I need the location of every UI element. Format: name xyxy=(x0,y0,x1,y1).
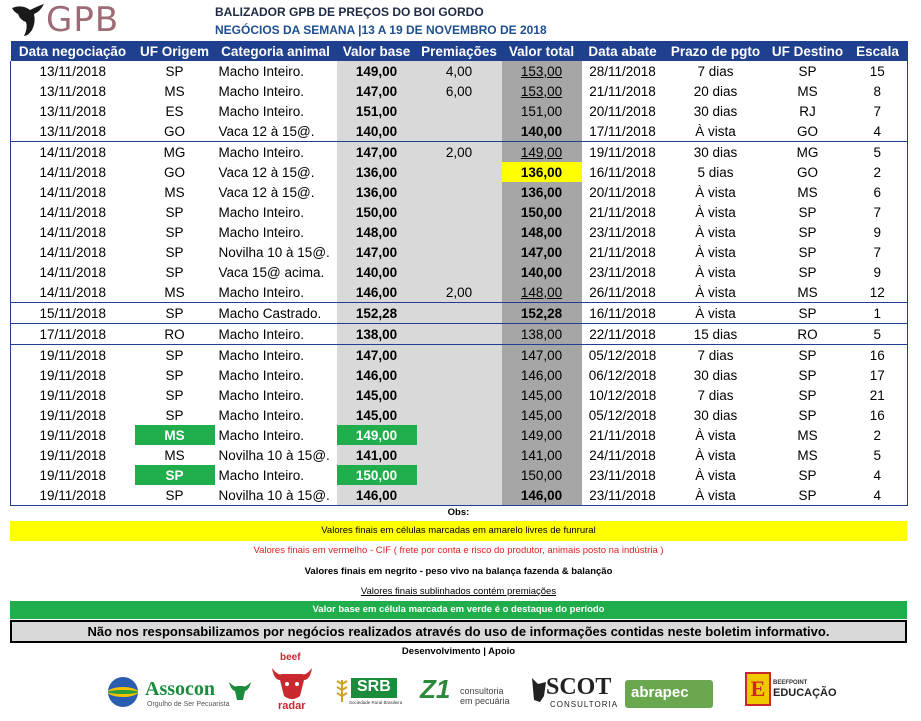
cell-valor-base: 146,00 xyxy=(337,282,417,303)
scot-tagline: CONSULTORIA xyxy=(550,700,619,709)
cell-uf-destino: RO xyxy=(768,324,848,345)
cell-escala: 4 xyxy=(873,467,881,483)
table-row xyxy=(11,202,908,222)
cell-uf-origem: MS xyxy=(135,425,215,445)
cell-valor-base: 147,00 xyxy=(337,345,417,366)
assocon-logo xyxy=(105,660,255,716)
cell-valor-base: 151,00 xyxy=(337,101,417,121)
cell-escala: 4 xyxy=(873,487,881,503)
cell-premiacoes xyxy=(417,405,502,425)
cell-valor-base: 138,00 xyxy=(337,324,417,345)
cell-escala: 9 xyxy=(873,224,881,240)
cell-valor-total: 153,00 xyxy=(502,61,582,81)
cell-uf-origem: MS xyxy=(164,83,185,99)
cow-head-icon xyxy=(270,662,314,702)
cell-prazo-pgto: 7 dias xyxy=(664,345,768,366)
table-header xyxy=(11,41,908,61)
cell-uf-destino: SP xyxy=(798,63,817,79)
logo-text: GPB xyxy=(46,0,120,40)
cell-data-abate: 17/11/2018 xyxy=(589,123,656,139)
cell-valor-base: 145,00 xyxy=(337,405,417,425)
cell-data-negociacao: 15/11/2018 xyxy=(11,303,135,324)
table-row xyxy=(11,162,908,182)
col-categoria-animal-header: Categoria animal xyxy=(215,41,337,61)
cell-valor-total: 145,00 xyxy=(502,385,582,405)
table-row xyxy=(11,365,908,385)
cell-data-abate: 24/11/2018 xyxy=(589,447,656,463)
cell-data-abate: 28/11/2018 xyxy=(589,63,656,79)
cell-uf-destino: MS xyxy=(797,83,818,99)
cell-data-negociacao: 14/11/2018 xyxy=(39,264,107,280)
cell-categoria: Macho Inteiro. xyxy=(218,224,305,240)
cell-escala: 17 xyxy=(869,367,885,383)
cell-valor-total: 148,00 xyxy=(502,282,582,303)
cell-valor-base: 150,00 xyxy=(337,465,417,485)
cell-uf-origem: RO xyxy=(135,324,215,345)
table-row xyxy=(11,405,908,425)
cell-valor-base: 148,00 xyxy=(337,222,417,242)
cell-uf-origem: SP xyxy=(165,264,184,280)
cell-data-negociacao: 17/11/2018 xyxy=(11,324,135,345)
cell-escala: 21 xyxy=(869,387,885,403)
beef-text: beef xyxy=(280,652,301,663)
cell-premiacoes xyxy=(417,182,502,202)
cell-prazo-pgto: À vista xyxy=(695,447,736,463)
bird-icon xyxy=(10,2,46,38)
z1-logo xyxy=(420,660,515,716)
cell-escala: 2 xyxy=(873,427,881,443)
cell-categoria: Macho Inteiro. xyxy=(218,407,305,423)
cell-prazo-pgto: À vista xyxy=(695,487,736,503)
cell-escala: 7 xyxy=(873,103,881,119)
cell-categoria: Macho Inteiro. xyxy=(218,367,305,383)
table-row xyxy=(11,61,908,81)
cell-premiacoes xyxy=(417,262,502,282)
cell-uf-destino: RJ xyxy=(799,103,816,119)
cell-prazo-pgto: À vista xyxy=(695,224,736,240)
assocon-tagline: Orgulho de Ser Pecuarista xyxy=(147,701,230,708)
z1-mark: Z1 xyxy=(420,674,451,704)
cell-valor-base: 136,00 xyxy=(337,182,417,202)
cell-premiacoes xyxy=(417,242,502,262)
cell-uf-destino: MG xyxy=(768,142,848,163)
cell-valor-total: 153,00 xyxy=(502,81,582,101)
cell-uf-destino: SP xyxy=(798,367,817,383)
cell-uf-origem: SP xyxy=(165,244,184,260)
col-uf-origem-header: UF Origem xyxy=(135,41,215,61)
cell-valor-base: 145,00 xyxy=(337,385,417,405)
cell-uf-origem: GO xyxy=(163,164,185,180)
educacao-text: EDUCAÇÃO xyxy=(773,687,837,699)
cell-valor-total: 136,00 xyxy=(502,162,582,182)
cell-premiacoes xyxy=(417,465,502,485)
cell-uf-destino: MS xyxy=(797,184,818,200)
beefpoint-text: BEEFPOINT xyxy=(773,680,808,686)
cell-valor-total: 150,00 xyxy=(502,465,582,485)
document-subtitle: NEGÓCIOS DA SEMANA |13 A 19 DE NOVEMBRO DE 2018 xyxy=(215,23,547,37)
cell-data-negociacao: 19/11/2018 xyxy=(39,367,107,383)
cell-categoria: Novilha 10 à 15@. xyxy=(218,447,330,463)
cell-data-abate: 19/11/2018 xyxy=(582,142,664,163)
cell-premiacoes xyxy=(417,324,502,345)
cell-premiacoes: 4,00 xyxy=(417,61,502,81)
cell-uf-origem: SP xyxy=(135,465,215,485)
col-uf-destino-header: UF Destino xyxy=(768,41,848,61)
cell-categoria: Novilha 10 à 15@. xyxy=(218,487,330,503)
cell-valor-total: 145,00 xyxy=(502,405,582,425)
cell-categoria: Macho Inteiro. xyxy=(215,345,337,366)
gpb-logo xyxy=(10,2,200,40)
cell-uf-origem: SP xyxy=(165,367,184,383)
cell-uf-origem: SP xyxy=(135,303,215,324)
prices-table xyxy=(10,41,908,506)
cell-valor-total: 149,00 xyxy=(502,142,582,163)
cell-prazo-pgto: 7 dias xyxy=(697,63,734,79)
note-red: Valores finais em vermelho - CIF ( frete por conta e risco do produtor, animais posto na indústria ) xyxy=(253,545,664,556)
scot-logo xyxy=(530,660,619,716)
cell-escala: 12 xyxy=(869,284,885,300)
cell-premiacoes xyxy=(417,202,502,222)
cell-valor-base: 152,28 xyxy=(337,303,417,324)
cell-uf-origem: MS xyxy=(164,447,185,463)
cell-valor-total: 151,00 xyxy=(502,101,582,121)
cell-valor-total: 141,00 xyxy=(502,445,582,465)
cell-uf-origem: MS xyxy=(164,284,185,300)
table-row xyxy=(11,262,908,282)
cell-data-negociacao: 19/11/2018 xyxy=(39,427,107,443)
cell-data-abate: 16/11/2018 xyxy=(589,164,656,180)
wheat-icon xyxy=(335,676,349,702)
cell-data-negociacao: 19/11/2018 xyxy=(39,407,107,423)
cell-premiacoes xyxy=(417,445,502,465)
cell-data-abate: 23/11/2018 xyxy=(589,467,656,483)
cell-categoria: Macho Inteiro. xyxy=(215,142,337,163)
cell-escala: 2 xyxy=(873,164,881,180)
cell-categoria: Macho Inteiro. xyxy=(218,103,305,119)
note-underline: Valores finais sublinhados contém premiações xyxy=(360,586,557,597)
cell-premiacoes xyxy=(417,485,502,506)
col-premiacoes-header: Premiações xyxy=(417,41,502,61)
cell-categoria: Macho Inteiro. xyxy=(215,324,337,345)
cell-uf-origem: SP xyxy=(165,204,184,220)
cell-valor-total: 149,00 xyxy=(502,425,582,445)
srb-logo xyxy=(335,660,405,716)
z1-tagline-2: em pecuária xyxy=(460,696,510,706)
beefpoint-educacao-logo xyxy=(745,660,835,716)
cell-premiacoes xyxy=(417,303,502,324)
cell-uf-origem: GO xyxy=(163,123,185,139)
cell-uf-origem: MG xyxy=(135,142,215,163)
cell-categoria: Macho Inteiro. xyxy=(218,467,305,483)
cell-uf-origem: SP xyxy=(165,224,184,240)
cell-valor-base: 140,00 xyxy=(337,262,417,282)
cell-categoria: Macho Inteiro. xyxy=(218,63,305,79)
cell-categoria: Macho Castrado. xyxy=(215,303,337,324)
table-row xyxy=(11,385,908,405)
e-mark: E xyxy=(745,672,771,706)
cell-valor-total: 138,00 xyxy=(502,324,582,345)
cell-prazo-pgto: 15 dias xyxy=(664,324,768,345)
cell-escala: 16 xyxy=(869,407,885,423)
assocon-name: Assocon xyxy=(145,678,216,700)
globe-icon xyxy=(105,674,141,710)
obs-label: Obs: xyxy=(447,507,470,518)
col-escala-header: Escala xyxy=(848,41,908,61)
table-row xyxy=(11,101,908,121)
cell-categoria: Macho Inteiro. xyxy=(218,427,305,443)
cell-prazo-pgto: 7 dias xyxy=(697,387,734,403)
cell-valor-base: 149,00 xyxy=(337,61,417,81)
scot-text: SCOT xyxy=(546,674,612,700)
cell-data-abate: 22/11/2018 xyxy=(582,324,664,345)
cell-valor-base: 136,00 xyxy=(337,162,417,182)
table-row xyxy=(11,142,908,163)
table-row xyxy=(11,303,908,324)
cell-data-abate: 23/11/2018 xyxy=(589,224,656,240)
cell-data-abate: 21/11/2018 xyxy=(589,204,656,220)
cell-uf-destino: SP xyxy=(798,467,817,483)
cell-uf-destino: SP xyxy=(798,224,817,240)
cell-valor-total: 140,00 xyxy=(502,121,582,142)
col-valor-base-header: Valor base xyxy=(337,41,417,61)
cell-uf-destino: SP xyxy=(768,303,848,324)
cell-data-negociacao: 13/11/2018 xyxy=(39,63,107,79)
cell-categoria: Vaca 15@ acima. xyxy=(218,264,325,280)
cell-valor-total: 146,00 xyxy=(502,365,582,385)
cell-categoria: Vaca 12 à 15@. xyxy=(218,184,315,200)
cell-uf-destino: GO xyxy=(796,123,818,139)
note-green: Valor base em célula marcada em verde é o destaque do período xyxy=(10,601,907,619)
cell-premiacoes xyxy=(417,222,502,242)
cell-valor-total: 146,00 xyxy=(502,485,582,506)
cell-prazo-pgto: 30 dias xyxy=(693,407,738,423)
cell-prazo-pgto: À vista xyxy=(664,303,768,324)
cell-data-abate: 21/11/2018 xyxy=(589,83,656,99)
col-data-abate-header: Data abate xyxy=(582,41,664,61)
cell-data-abate: 05/12/2018 xyxy=(588,407,657,423)
cell-prazo-pgto: À vista xyxy=(695,184,736,200)
cell-data-negociacao: 19/11/2018 xyxy=(39,467,107,483)
cell-prazo-pgto: À vista xyxy=(695,467,736,483)
table-row xyxy=(11,485,908,506)
cell-uf-destino: SP xyxy=(798,204,817,220)
bull-head-icon xyxy=(227,678,253,704)
cell-categoria: Novilha 10 à 15@. xyxy=(218,244,330,260)
cell-data-negociacao: 13/11/2018 xyxy=(39,123,107,139)
cell-premiacoes xyxy=(417,162,502,182)
cell-premiacoes xyxy=(417,345,502,366)
cell-categoria: Macho Inteiro. xyxy=(218,204,305,220)
cell-uf-destino: SP xyxy=(798,407,817,423)
cell-uf-destino: SP xyxy=(768,345,848,366)
cell-data-negociacao: 14/11/2018 xyxy=(39,284,107,300)
cell-escala: 5 xyxy=(848,324,908,345)
cell-data-abate: 26/11/2018 xyxy=(589,284,656,300)
cell-premiacoes xyxy=(417,425,502,445)
cell-premiacoes xyxy=(417,121,502,142)
cell-prazo-pgto: 20 dias xyxy=(693,83,738,99)
cell-uf-origem: SP xyxy=(165,387,184,403)
cell-categoria: Macho Inteiro. xyxy=(218,83,305,99)
cell-uf-destino: SP xyxy=(798,244,817,260)
cell-data-negociacao: 14/11/2018 xyxy=(39,224,107,240)
table-body xyxy=(11,61,908,506)
cell-data-negociacao: 14/11/2018 xyxy=(39,184,107,200)
note-bold: Valores finais em negrito - peso vivo na balança fazenda & balanção xyxy=(304,566,613,577)
cell-data-abate: 20/11/2018 xyxy=(589,184,656,200)
radar-text: radar xyxy=(278,700,306,712)
cell-data-abate: 10/12/2018 xyxy=(588,387,657,403)
cell-premiacoes: 2,00 xyxy=(417,142,502,163)
cell-valor-total: 147,00 xyxy=(502,242,582,262)
cell-valor-base: 147,00 xyxy=(337,81,417,101)
abrapec-logo xyxy=(625,660,715,716)
cell-escala: 1 xyxy=(848,303,908,324)
cell-uf-destino: SP xyxy=(798,264,817,280)
cell-valor-base: 150,00 xyxy=(337,202,417,222)
cell-escala: 6 xyxy=(873,184,881,200)
cell-data-abate: 23/11/2018 xyxy=(589,264,656,280)
note-yellow: Valores finais em células marcadas em amarelo livres de funrural xyxy=(10,521,907,541)
cell-valor-base: 140,00 xyxy=(337,121,417,142)
cell-prazo-pgto: 30 dias xyxy=(664,142,768,163)
cell-data-abate: 23/11/2018 xyxy=(589,487,656,503)
cell-categoria: Vaca 12 à 15@. xyxy=(218,164,315,180)
cell-escala: 4 xyxy=(873,123,881,139)
cell-uf-origem: MS xyxy=(164,184,185,200)
cell-escala: 15 xyxy=(869,63,885,79)
cell-uf-destino: MS xyxy=(797,284,818,300)
srb-text: SRB xyxy=(357,678,391,695)
cell-data-negociacao: 13/11/2018 xyxy=(39,103,107,119)
cell-escala: 9 xyxy=(873,264,881,280)
cell-escala: 5 xyxy=(873,447,881,463)
col-valor-total-header: Valor total xyxy=(502,41,582,61)
cell-data-negociacao: 19/11/2018 xyxy=(11,345,135,366)
cell-data-negociacao: 14/11/2018 xyxy=(39,164,107,180)
cell-valor-total: 140,00 xyxy=(502,262,582,282)
cell-data-abate: 21/11/2018 xyxy=(589,427,656,443)
cell-prazo-pgto: 30 dias xyxy=(693,103,738,119)
beef-radar-logo xyxy=(268,652,318,716)
cell-uf-destino: GO xyxy=(796,164,818,180)
cell-uf-destino: MS xyxy=(797,447,818,463)
cell-valor-total: 148,00 xyxy=(502,222,582,242)
cell-prazo-pgto: À vista xyxy=(695,427,736,443)
cell-uf-origem: ES xyxy=(165,103,184,119)
cell-prazo-pgto: 5 dias xyxy=(697,164,734,180)
cell-prazo-pgto: À vista xyxy=(695,244,736,260)
cell-valor-base: 147,00 xyxy=(337,142,417,163)
cell-prazo-pgto: À vista xyxy=(695,284,736,300)
abrapec-text: abrapec xyxy=(631,684,689,701)
cell-uf-origem: SP xyxy=(165,63,184,79)
cell-prazo-pgto: À vista xyxy=(695,204,736,220)
cell-categoria: Macho Inteiro. xyxy=(218,387,305,403)
disclaimer: Não nos responsabilizamos por negócios realizados através do uso de informações contidas neste boletim informativo. xyxy=(10,620,907,643)
table-row xyxy=(11,121,908,142)
cell-data-negociacao: 14/11/2018 xyxy=(11,142,135,163)
cell-data-abate: 05/12/2018 xyxy=(582,345,664,366)
cell-valor-base: 149,00 xyxy=(337,425,417,445)
cell-valor-base: 146,00 xyxy=(337,365,417,385)
cell-data-negociacao: 19/11/2018 xyxy=(39,487,107,503)
cell-valor-total: 147,00 xyxy=(502,345,582,366)
development-support-label: Desenvolvimento | Apoio xyxy=(401,646,516,657)
cell-escala: 7 xyxy=(873,204,881,220)
table-row xyxy=(11,425,908,445)
col-prazo-pgto-header: Prazo de pgto xyxy=(664,41,768,61)
document-title: BALIZADOR GPB DE PREÇOS DO BOI GORDO xyxy=(215,5,484,19)
cell-valor-total: 152,28 xyxy=(502,303,582,324)
cell-prazo-pgto: À vista xyxy=(695,264,736,280)
cell-valor-base: 146,00 xyxy=(337,485,417,506)
cell-data-negociacao: 19/11/2018 xyxy=(39,447,107,463)
cell-premiacoes xyxy=(417,101,502,121)
cell-valor-base: 147,00 xyxy=(337,242,417,262)
cell-data-negociacao: 19/11/2018 xyxy=(39,387,107,403)
cell-data-negociacao: 14/11/2018 xyxy=(39,244,107,260)
cell-escala: 5 xyxy=(848,142,908,163)
table-row xyxy=(11,324,908,345)
srb-tagline: Sociedade Rural Brasileira xyxy=(349,700,403,705)
cell-prazo-pgto: À vista xyxy=(695,123,736,139)
table-row xyxy=(11,222,908,242)
cell-escala: 16 xyxy=(848,345,908,366)
table-row xyxy=(11,445,908,465)
cell-valor-total: 150,00 xyxy=(502,202,582,222)
table-row xyxy=(11,465,908,485)
cell-data-abate: 21/11/2018 xyxy=(589,244,656,260)
cell-uf-origem: SP xyxy=(135,345,215,366)
cell-categoria: Vaca 12 à 15@. xyxy=(218,123,315,139)
cell-categoria: Macho Inteiro. xyxy=(218,284,305,300)
cell-uf-destino: MS xyxy=(797,427,818,443)
cell-escala: 7 xyxy=(873,244,881,260)
cell-uf-destino: SP xyxy=(798,387,817,403)
cell-premiacoes: 6,00 xyxy=(417,81,502,101)
cell-prazo-pgto: 30 dias xyxy=(693,367,738,383)
cell-valor-base: 141,00 xyxy=(337,445,417,465)
cell-premiacoes: 2,00 xyxy=(417,282,502,303)
cell-data-abate: 20/11/2018 xyxy=(589,103,656,119)
table-row xyxy=(11,182,908,202)
table-row xyxy=(11,81,908,101)
z1-tagline-1: consultoria xyxy=(460,686,504,696)
col-data-negociacao-header: Data negociação xyxy=(11,41,135,61)
cell-uf-origem: SP xyxy=(165,487,184,503)
table-row xyxy=(11,282,908,303)
cell-uf-origem: SP xyxy=(165,407,184,423)
cell-uf-destino: SP xyxy=(798,487,817,503)
cell-data-abate: 16/11/2018 xyxy=(582,303,664,324)
cell-premiacoes xyxy=(417,365,502,385)
table-row xyxy=(11,242,908,262)
cell-premiacoes xyxy=(417,385,502,405)
cell-valor-total: 136,00 xyxy=(502,182,582,202)
table-row xyxy=(11,345,908,366)
cell-escala: 8 xyxy=(873,83,881,99)
cell-data-negociacao: 14/11/2018 xyxy=(39,204,107,220)
cell-data-negociacao: 13/11/2018 xyxy=(39,83,107,99)
cell-data-abate: 06/12/2018 xyxy=(588,367,657,383)
